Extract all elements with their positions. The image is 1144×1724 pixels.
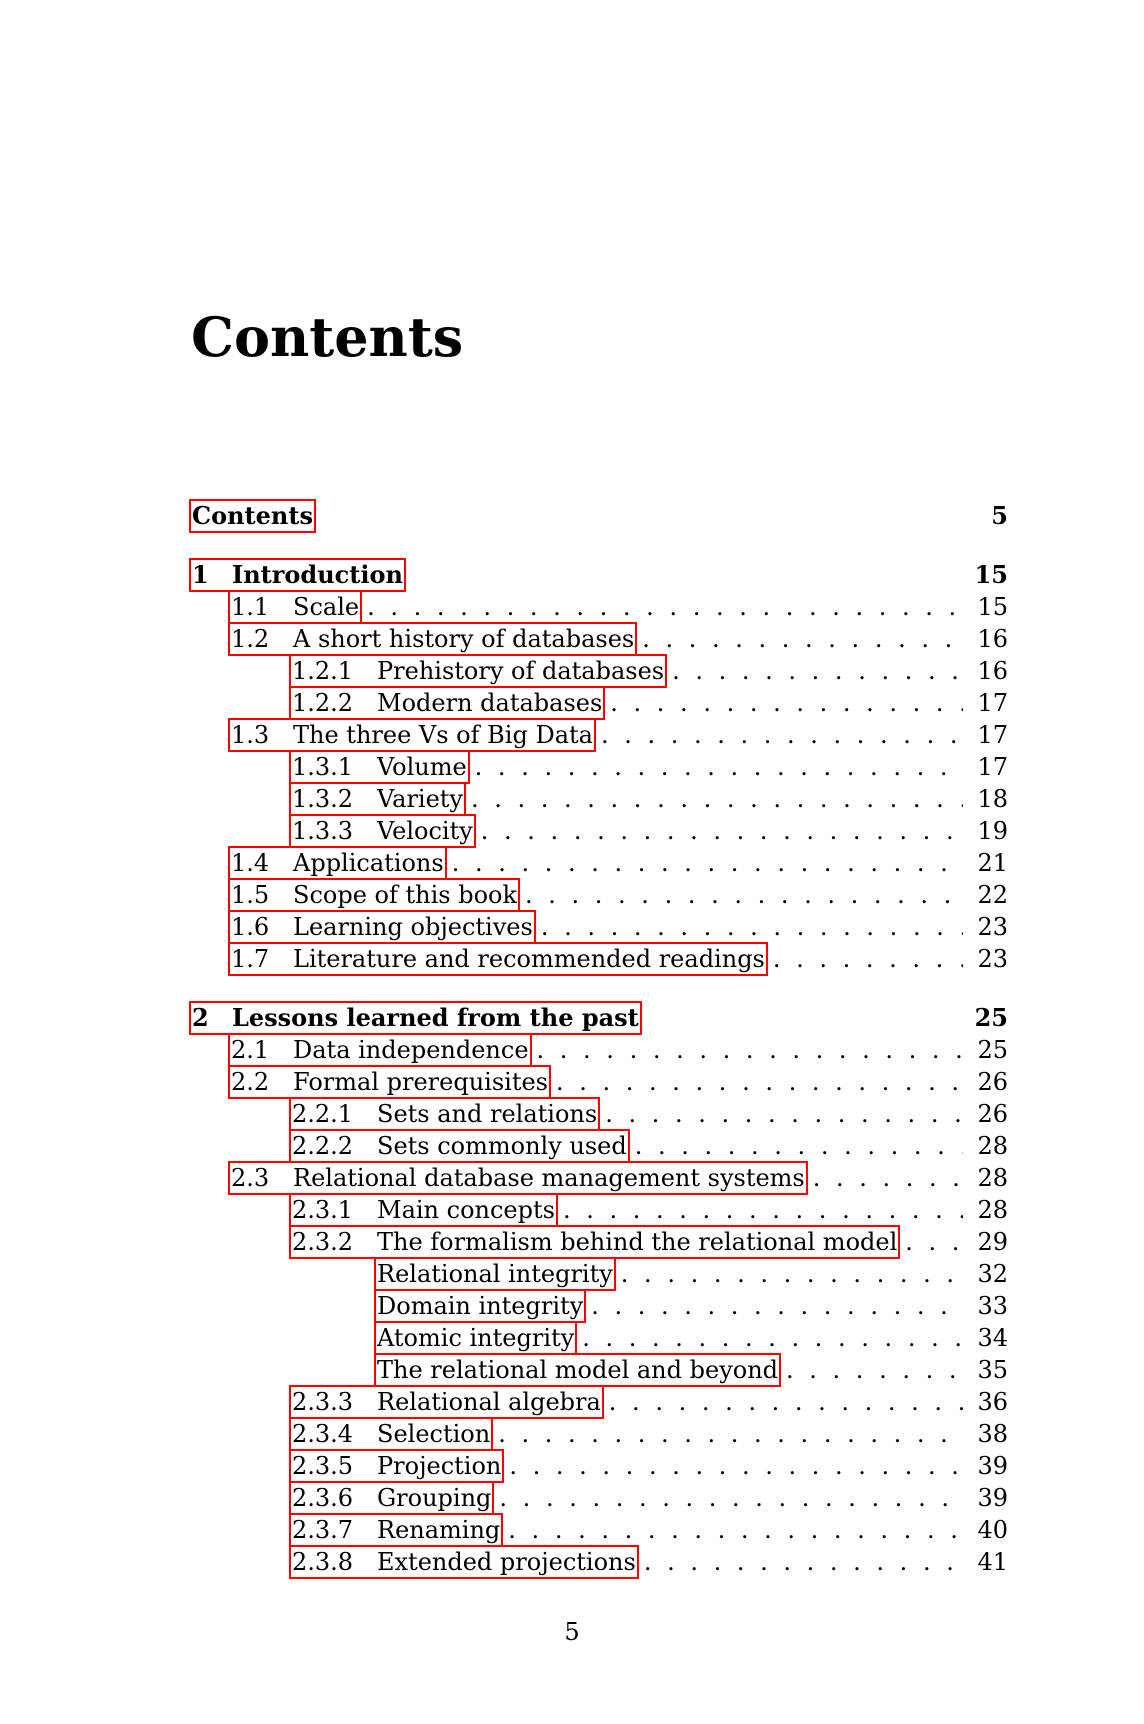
dot-leader [508,1514,963,1546]
dot-leader [621,1258,964,1290]
toc-entry-label: Projection [377,1452,502,1480]
dot-leader [813,1162,964,1194]
toc-entry-link[interactable] [375,1322,576,1354]
toc-entry-row [190,879,1008,911]
toc-page-number: 29 [977,1228,1008,1256]
toc-entry-link[interactable] [229,591,361,623]
toc-entry-link[interactable] [290,1226,899,1258]
toc-page-number: 35 [977,1356,1008,1384]
toc-entry-link[interactable] [290,1098,599,1130]
toc-entry-link[interactable] [229,943,767,975]
toc-entry-label: Contents [192,501,313,530]
toc-entry-label: Lessons learned from the past [232,1003,639,1032]
dot-leader [601,719,964,751]
toc-page-number: 23 [977,913,1008,941]
toc-entry-number: 2.3.5 [292,1452,354,1480]
toc-page-number: 17 [977,721,1008,749]
toc-entry-row [190,1322,1008,1354]
toc-entry-number: 1.4 [231,849,270,877]
dot-leader [541,911,964,943]
toc-page-number: 26 [977,1100,1008,1128]
toc-page-number: 28 [977,1132,1008,1160]
toc-page-number: 32 [977,1260,1008,1288]
toc-entry-row [190,591,1008,623]
dot-leader [481,815,964,847]
toc-entry-number: 2.3 [231,1164,270,1192]
toc-entry-number: 1.3.3 [292,817,354,845]
toc-entry-label: Extended projections [377,1548,636,1576]
toc-entry-row [190,1546,1008,1578]
dot-leader [642,623,963,655]
dot-leader [471,783,963,815]
toc-entry-row [190,1386,1008,1418]
toc-page-number: 25 [974,1003,1008,1032]
dot-leader [499,1482,963,1514]
toc-entry-number: 1 [192,560,209,589]
toc-entry-number: 1.6 [231,913,270,941]
toc-entry-row [190,1450,1008,1482]
toc-page-number: 17 [977,753,1008,781]
toc-page-number: 16 [977,657,1008,685]
toc-entry-link[interactable] [229,879,519,911]
toc-entry-number: 1.3.1 [292,753,354,781]
toc-entry-number: 2.1 [231,1036,270,1064]
toc-entry-link[interactable] [290,815,475,847]
toc-entry-label: Applications [293,849,444,877]
toc-page-number: 5 [991,501,1008,530]
toc-entry-link[interactable] [229,1162,807,1194]
toc-entry-number: 1.3.2 [292,785,354,813]
toc-page-number: 39 [977,1484,1008,1512]
toc-entry-number: 1.2 [231,625,270,653]
toc-page-number: 33 [977,1292,1008,1320]
toc-chapter-row [190,1002,1008,1034]
toc-page-number: 36 [977,1388,1008,1416]
dot-leader [475,751,964,783]
dot-leader [556,1066,963,1098]
toc-page-number: 34 [977,1324,1008,1352]
toc-entry-link[interactable] [290,1386,603,1418]
toc-entry-label: Scale [293,593,360,621]
toc-entry-link[interactable] [229,719,595,751]
toc-entry-link[interactable] [375,1258,615,1290]
toc-entry-row [190,687,1008,719]
page-number: 5 [564,1618,580,1646]
toc-entry-row [190,847,1008,879]
toc-entry-link[interactable] [290,1514,502,1546]
toc-entry-label: Literature and recommended readings [293,945,765,973]
toc-page-number: 28 [977,1196,1008,1224]
toc-entry-label: Velocity [377,817,473,845]
toc-entry-label: Learning objectives [293,913,533,941]
toc-entry-number: 2.2.1 [292,1100,354,1128]
toc-entry-number: 1.2.2 [292,689,354,717]
toc-entry-row [190,1354,1008,1386]
toc-entry-label: Sets and relations [377,1100,598,1128]
toc-entry-number: 2.3.6 [292,1484,354,1512]
toc-page-number: 21 [977,849,1008,877]
toc-entry-number: 2.3.1 [292,1196,354,1224]
toc-entry-label: Modern databases [377,689,603,717]
toc-entry-row [190,1258,1008,1290]
toc-entry-row [190,1418,1008,1450]
toc-entry-number: 2.3.4 [292,1420,354,1448]
dot-leader [905,1226,963,1258]
toc-entry-label: Relational database management systems [293,1164,805,1192]
toc-entry-row [190,1034,1008,1066]
toc-entry-number: 1.7 [231,945,270,973]
dot-leader [367,591,963,623]
toc-entry-link[interactable] [229,1066,550,1098]
dot-leader [635,1130,964,1162]
toc-entry-row [190,1066,1008,1098]
toc-entry-link[interactable] [229,911,535,943]
toc-entry-label: The relational model and beyond [377,1356,779,1384]
dot-leader [498,1418,963,1450]
toc-entry-link[interactable] [290,751,469,783]
dot-leader [786,1354,963,1386]
toc-chapter-row [190,559,1008,591]
toc-entry-label: Formal prerequisites [293,1068,548,1096]
toc-entry-number: 1.3 [231,721,270,749]
toc-entry-number: 2.3.2 [292,1228,354,1256]
toc-entry-link[interactable] [290,1194,557,1226]
toc-entry-number: 2.3.3 [292,1388,354,1416]
toc-page-number: 40 [977,1516,1008,1544]
toc-entry-number: 2 [192,1003,209,1032]
toc-page-number: 26 [977,1068,1008,1096]
toc-entry-label: Grouping [377,1484,492,1512]
toc-entry-row [190,783,1008,815]
toc-entry-link[interactable] [290,687,604,719]
toc-entry-link[interactable] [290,1130,629,1162]
toc-entry-row [190,943,1008,975]
toc-entry-row [190,1162,1008,1194]
toc-entry-link[interactable] [290,1546,638,1578]
toc-entry-label: Atomic integrity [377,1324,575,1352]
toc-entry-label: Domain integrity [377,1292,584,1320]
toc-page-number: 22 [977,881,1008,909]
toc-entry-link[interactable] [290,1482,493,1514]
toc-entry-label: Selection [377,1420,491,1448]
toc-entry-link[interactable] [229,623,636,655]
table-of-contents [190,500,1008,1578]
toc-page-number: 25 [977,1036,1008,1064]
toc-entry-label: Volume [377,753,467,781]
toc-entry-number: 1.2.1 [292,657,354,685]
toc-entry-number: 2.3.8 [292,1548,354,1576]
toc-entry-label: A short history of databases [293,625,635,653]
toc-entry-link[interactable] [290,655,666,687]
toc-entry-link[interactable] [290,1418,492,1450]
toc-entry-row [190,911,1008,943]
toc-entry-label: Introduction [232,560,403,589]
toc-entry-row [190,655,1008,687]
dot-leader [610,687,963,719]
toc-entry-label: The formalism behind the relational model [377,1228,898,1256]
toc-entry-link[interactable] [229,1034,531,1066]
toc-entry-number: 2.2 [231,1068,270,1096]
toc-page-number: 38 [977,1420,1008,1448]
toc-entry-row [190,623,1008,655]
dot-leader [672,655,963,687]
toc-entry-row [190,1482,1008,1514]
toc-entry-link[interactable] [290,1450,503,1482]
dot-leader [644,1546,964,1578]
toc-entry-row [190,719,1008,751]
toc-chapter-row [190,500,1008,532]
toc-page-number: 23 [977,945,1008,973]
toc-entry-label: Main concepts [377,1196,555,1224]
toc-page-number: 41 [977,1548,1008,1576]
dot-leader [537,1034,964,1066]
toc-entry-label: Scope of this book [293,881,518,909]
toc-entry-link[interactable] [375,1290,585,1322]
toc-entry-row [190,1194,1008,1226]
dot-leader [509,1450,963,1482]
toc-entry-row [190,815,1008,847]
toc-page-number: 15 [977,593,1008,621]
toc-page-number: 17 [977,689,1008,717]
toc-entry-link[interactable] [190,500,315,532]
toc-entry-label: Variety [377,785,463,813]
toc-entry-row [190,1290,1008,1322]
toc-entry-link[interactable] [190,559,405,591]
toc-entry-row [190,1514,1008,1546]
dot-leader [591,1290,963,1322]
dot-leader [609,1386,964,1418]
toc-entry-row [190,1226,1008,1258]
dot-leader [563,1194,963,1226]
toc-page-number: 28 [977,1164,1008,1192]
toc-entry-number: 2.2.2 [292,1132,354,1160]
toc-entry-link[interactable] [375,1354,780,1386]
toc-entry-label: The three Vs of Big Data [293,721,593,749]
toc-entry-label: Relational integrity [377,1260,613,1288]
dot-leader [773,943,964,975]
toc-entry-row [190,1098,1008,1130]
toc-entry-row [190,751,1008,783]
toc-entry-link[interactable] [190,1002,641,1034]
dot-leader [582,1322,963,1354]
dot-leader [452,847,964,879]
toc-entry-row [190,1130,1008,1162]
toc-page-number: 16 [977,625,1008,653]
dot-leader [605,1098,963,1130]
toc-entry-label: Prehistory of databases [377,657,665,685]
toc-page-number: 18 [977,785,1008,813]
toc-page-number: 19 [977,817,1008,845]
toc-entry-number: 2.3.7 [292,1516,354,1544]
toc-entry-label: Data independence [293,1036,529,1064]
toc-entry-link[interactable] [290,783,465,815]
toc-entry-number: 1.1 [231,593,270,621]
toc-entry-label: Relational algebra [377,1388,601,1416]
toc-entry-label: Sets commonly used [377,1132,627,1160]
toc-page-number: 39 [977,1452,1008,1480]
toc-page-number: 15 [974,560,1008,589]
page-title: Contents [191,305,464,369]
toc-entry-link[interactable] [229,847,446,879]
toc-entry-number: 1.5 [231,881,270,909]
toc-entry-label: Renaming [377,1516,501,1544]
dot-leader [525,879,963,911]
